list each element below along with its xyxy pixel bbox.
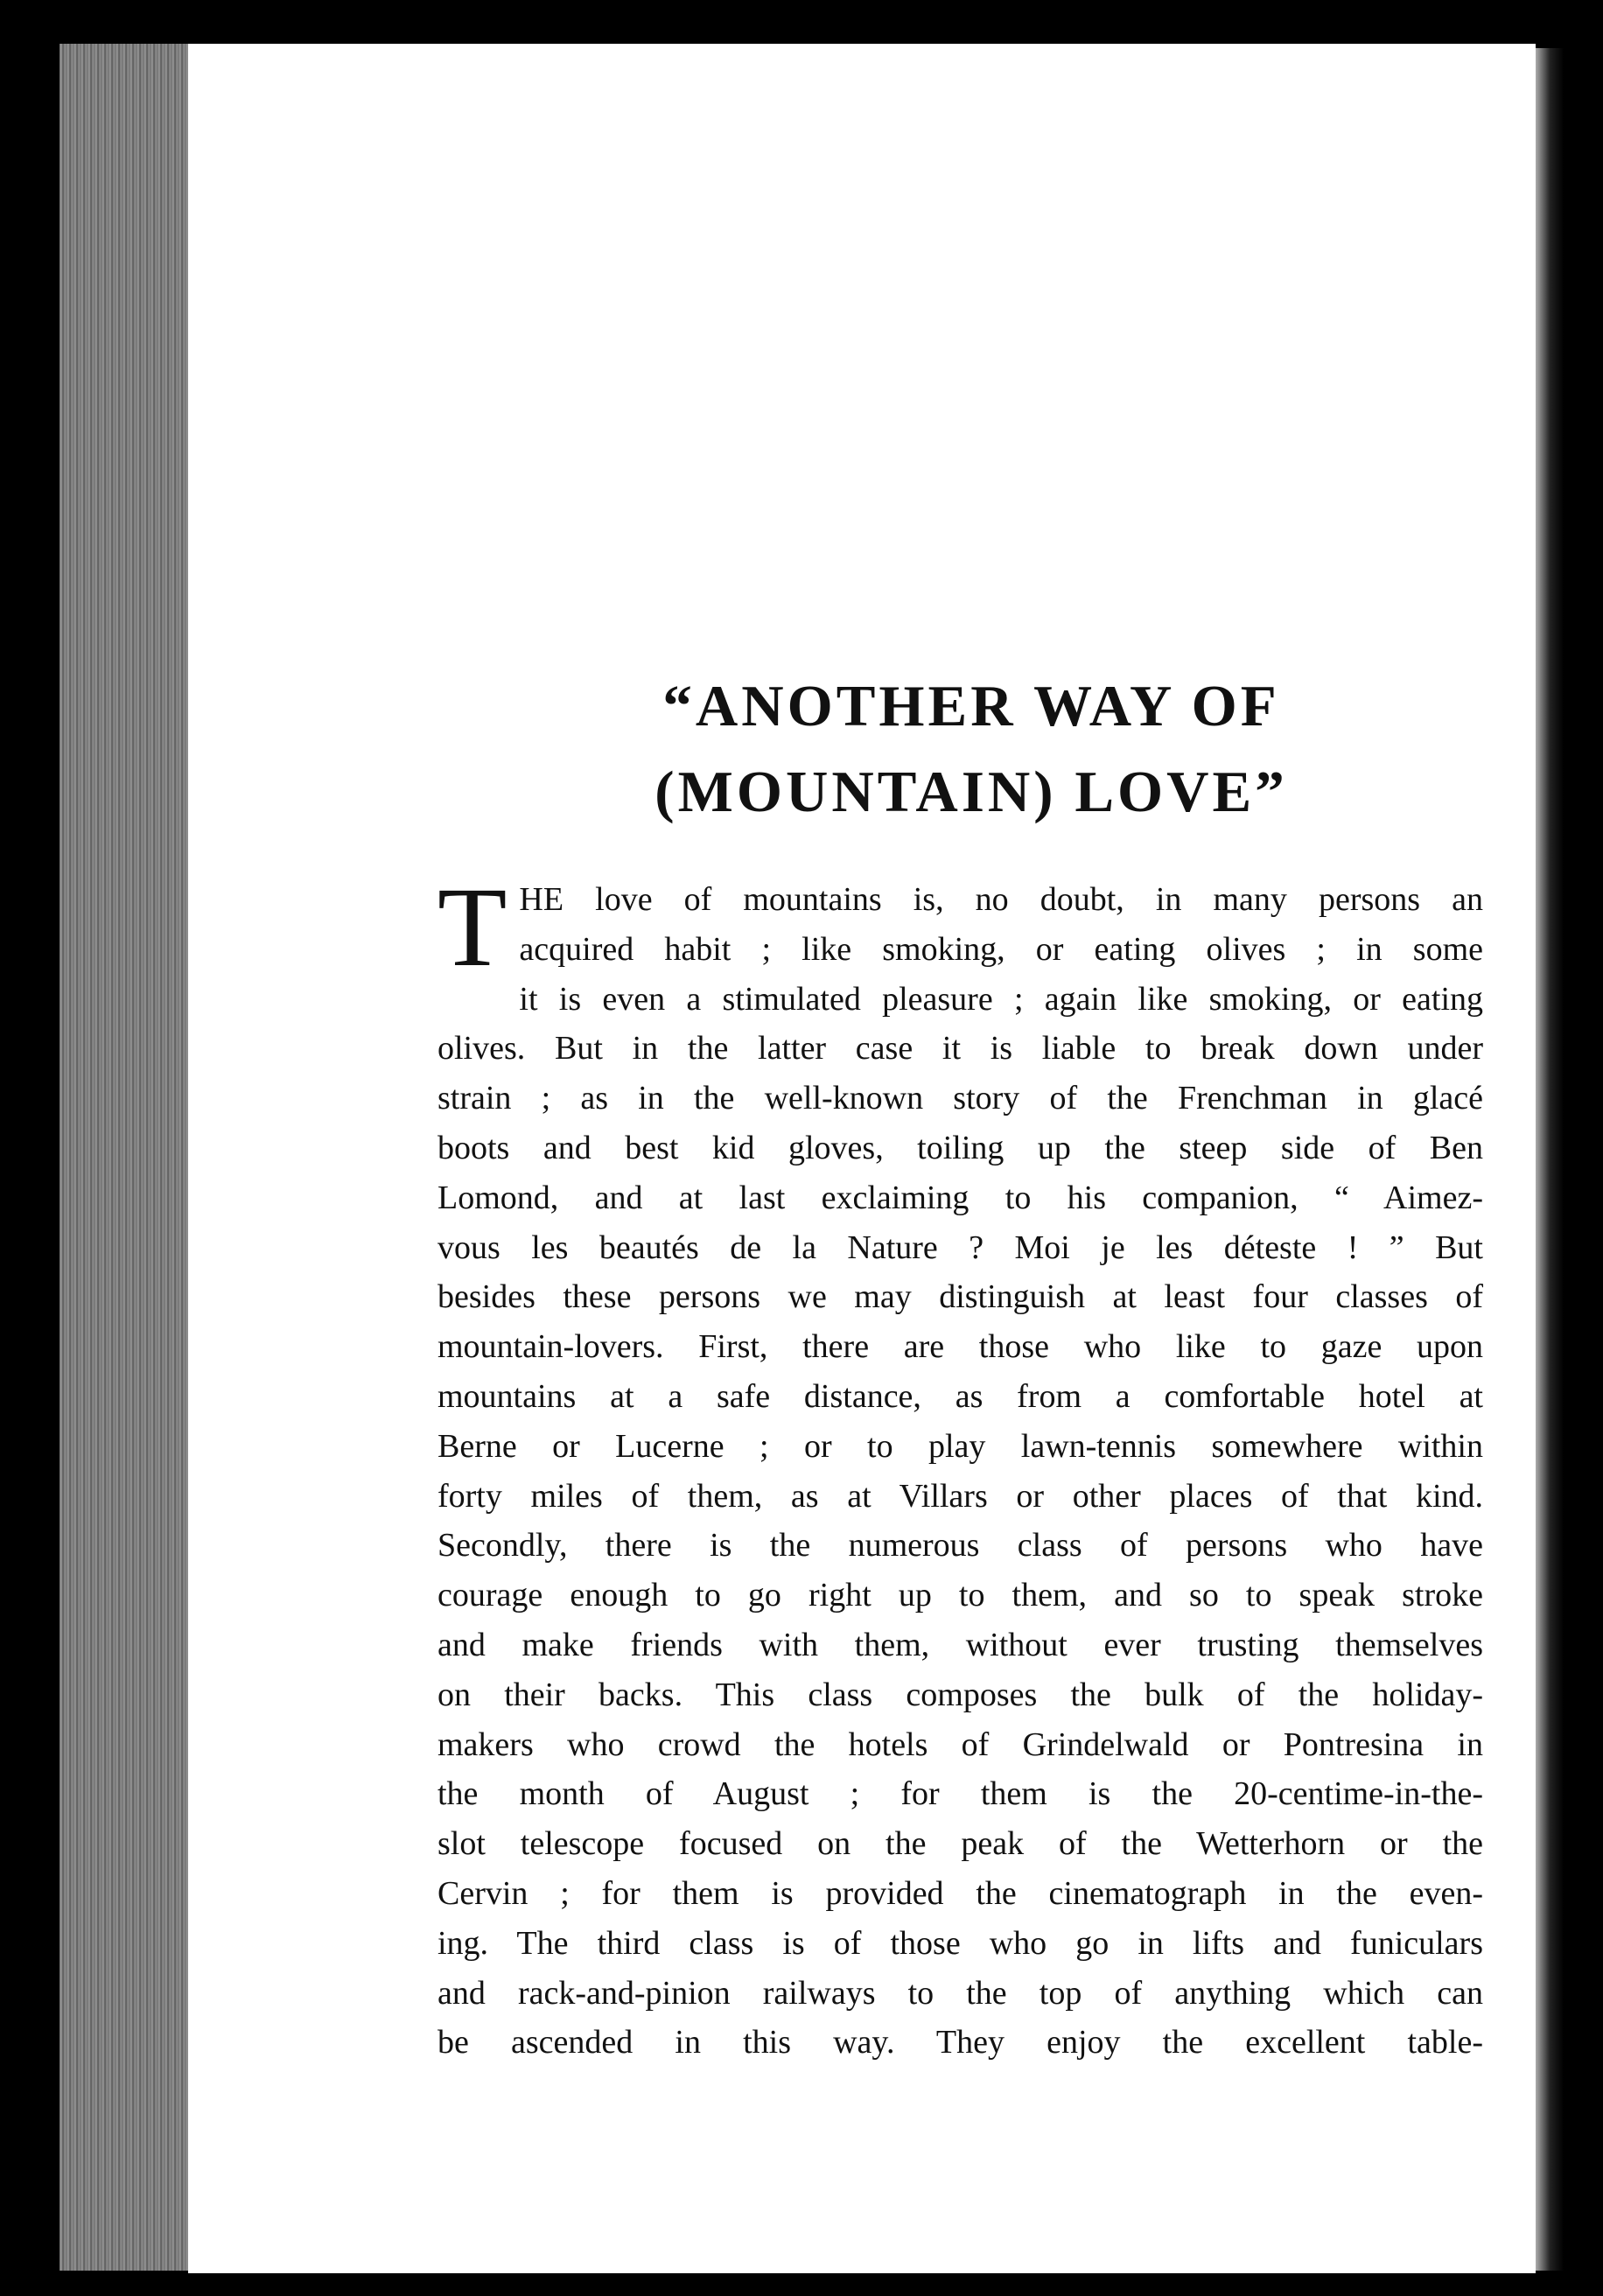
text-line: be ascended in this way. They enjoy the excellent table- [438,2024,1483,2062]
drop-cap: T [438,864,508,990]
text-line: ing. The third class is of those who go in lifts and funiculars [438,1924,1483,1962]
text-line: courage enough to go right up to them, and so to speak stroke [438,1577,1483,1614]
text-line: Secondly, there is the numerous class of persons who have [438,1527,1483,1564]
text-line: vous les beautés de la Nature ? Moi je les déteste ! ” But [438,1228,1483,1266]
text-line: slot telescope focused on the peak of the Wetterhorn or the [438,1825,1483,1863]
text-line: mountain-lovers. First, there are those who like to gaze upon [438,1328,1483,1366]
chapter-title [188,663,1536,835]
text-line: olives. But in the latter case it is liable to break down under [438,1030,1483,1068]
text-line: Lomond, and at last exclaiming to his companion, “ Aimez- [438,1179,1483,1216]
text-line: the month of August ; for them is the 20-centime-in-the- [438,1775,1483,1813]
text-line: strain ; as in the well-known story of the Frenchman in glacé [438,1080,1483,1117]
chapter-title-line-1: “ANOTHER WAY OF [662,674,1280,738]
chapter-title-line-2: (MOUNTAIN) LOVE” [654,760,1288,824]
text-line: Cervin ; for them is provided the cinematograph in the even- [438,1874,1483,1912]
text-line: it is even a stimulated pleasure ; again like smoking, or eating [519,980,1483,1018]
text-line: on their backs. This class composes the bulk of the holiday- [438,1676,1483,1713]
text-line: makers who crowd the hotels of Grindelwald or Pontresina in [438,1726,1483,1763]
text-line: acquired habit ; like smoking, or eating olives ; in some [519,930,1483,968]
text-line: Berne or Lucerne ; or to play lawn-tennis somewhere within [438,1427,1483,1465]
text-line: boots and best kid gloves, toiling up the steep side of Ben [438,1129,1483,1166]
text-line: and make friends with them, without ever trusting themselves [438,1626,1483,1663]
body-paragraph [438,864,1483,2068]
text-line: forty miles of them, as at Villars or other places of that kind. [438,1477,1483,1515]
text-line: HE love of mountains is, no doubt, in many persons an [519,881,1483,918]
text-line: and rack-and-pinion railways to the top of anything which can [438,1974,1483,2012]
text-line: mountains at a safe distance, as from a comfortable hotel at [438,1377,1483,1415]
text-line: besides these persons we may distinguish at least four classes of [438,1278,1483,1316]
book-page [188,44,1536,2273]
